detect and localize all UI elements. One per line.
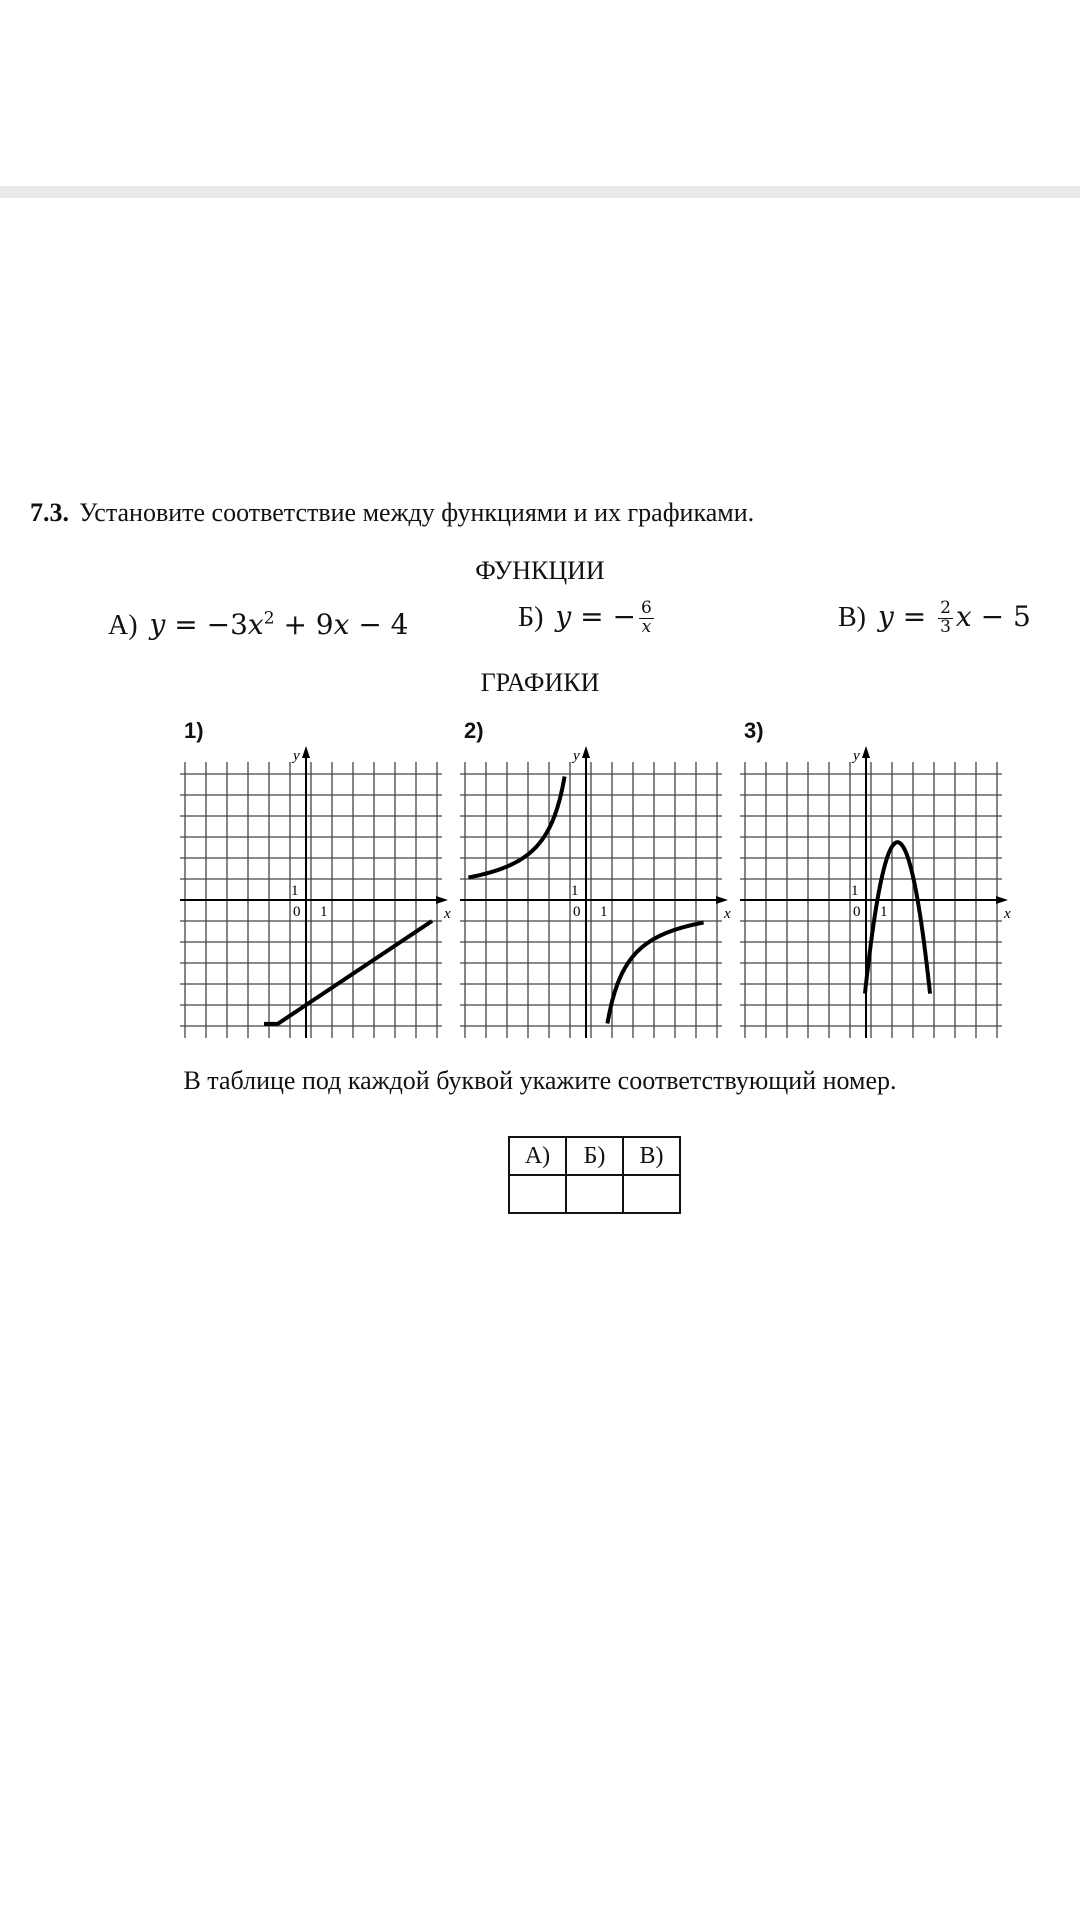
functions-heading: ФУНКЦИИ: [475, 556, 605, 585]
top-divider-bar: [0, 186, 1080, 198]
x-axis-arrow: [436, 896, 448, 904]
graph-2-label: 2): [464, 718, 484, 743]
tick-label-origin: 0: [573, 904, 581, 920]
function-v: [838, 600, 1031, 637]
function-curve: [607, 923, 703, 1024]
x-axis-arrow: [996, 896, 1008, 904]
tick-label-x-1: 1: [600, 904, 608, 920]
function-b-letter: Б): [518, 602, 544, 633]
y-axis-arrow: [862, 746, 870, 758]
function-curve: [264, 921, 432, 1024]
graph-1: [180, 742, 451, 1042]
answer-table: [508, 1136, 681, 1214]
y-axis-label: y: [293, 748, 300, 764]
tick-label-origin: 0: [293, 904, 301, 920]
problem-number: 7.3.: [30, 498, 69, 527]
answer-header-b: Б): [566, 1137, 623, 1175]
graphs-heading: ГРАФИКИ: [480, 668, 600, 697]
x-axis-label: x: [1004, 906, 1011, 922]
graph-3: [740, 742, 1011, 1042]
graph-1-label: 1): [184, 718, 204, 743]
function-b-formula: y = − $\frac{6}{x}$: [555, 598, 652, 637]
function-b: [518, 600, 657, 637]
graph-2: [460, 742, 731, 1042]
function-a-letter: А): [108, 610, 138, 641]
tick-label-y-1: 1: [851, 883, 859, 899]
problem-text: Установите соответствие между функциями и их графиками.: [79, 498, 755, 527]
function-v-formula: y = $\frac{2}{3}$ x − 5: [878, 598, 1031, 637]
x-axis-label: x: [444, 906, 451, 922]
problem-statement: [30, 498, 754, 528]
y-axis-arrow: [582, 746, 590, 758]
function-curve: [865, 842, 930, 993]
x-axis-arrow: [716, 896, 728, 904]
answer-cell-b[interactable]: [566, 1175, 623, 1213]
y-axis-label: y: [573, 748, 580, 764]
answer-cell-a[interactable]: [509, 1175, 566, 1213]
tick-label-y-1: 1: [571, 883, 579, 899]
instruction-text: В таблице под каждой буквой укажите соответствующий номер.: [183, 1066, 897, 1095]
tick-label-x-1: 1: [880, 904, 888, 920]
answer-header-v: В): [623, 1137, 680, 1175]
y-axis-arrow: [302, 746, 310, 758]
y-axis-label: y: [853, 748, 860, 764]
tick-label-origin: 0: [853, 904, 861, 920]
graph-3-label: 3): [744, 718, 764, 743]
tick-label-y-1: 1: [291, 883, 299, 899]
function-a: [108, 608, 409, 642]
function-curve: [468, 777, 564, 878]
tick-label-x-1: 1: [320, 904, 328, 920]
x-axis-label: x: [724, 906, 731, 922]
answer-table-input-row: [509, 1175, 680, 1213]
answer-header-a: А): [509, 1137, 566, 1175]
function-a-formula: $y = -3x^2 + 9x - 4$: [149, 608, 409, 641]
answer-cell-v[interactable]: [623, 1175, 680, 1213]
answer-table-header-row: [509, 1137, 680, 1175]
function-v-letter: В): [838, 602, 866, 633]
